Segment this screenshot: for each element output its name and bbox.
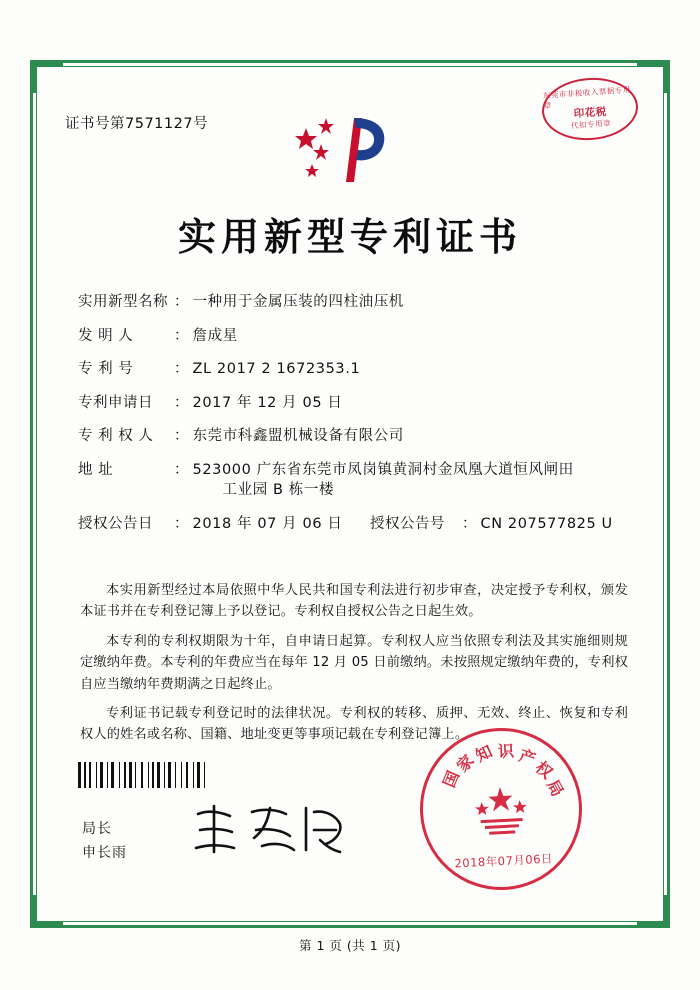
director-name-label: 申长雨: [82, 844, 127, 861]
border-corner-top-right: [637, 60, 670, 93]
field-colon: ：: [174, 361, 189, 377]
tax-stamp-line2: 印花税: [573, 105, 608, 121]
field-value: [193, 463, 631, 498]
certificate-number: 证书号第7571127号: [65, 116, 209, 132]
tax-stamp-line4: 代扣专用章: [570, 118, 612, 131]
field-row-address: [78, 463, 630, 498]
official-round-seal: [416, 724, 586, 894]
field-label: 专 利 权 人: [78, 428, 154, 444]
national-emblem-icon: [467, 779, 536, 844]
border-corner-bottom-left: [30, 895, 63, 928]
field-value: ZL 2017 2 1672353.1: [192, 361, 361, 377]
field-colon: ：: [174, 461, 189, 478]
address-line-1: 523000 广东省东莞市凤岗镇黄洞村金凤凰大道恒风闸田: [192, 461, 574, 478]
field-colon: ：: [462, 515, 477, 532]
field-value: 2017 年 12 月 05 日: [192, 394, 343, 411]
field-colon: ：: [174, 327, 189, 344]
field-label: 授权公告号: [370, 515, 445, 532]
signature-block: [82, 818, 127, 866]
field-value: 一种用于金属压装的四柱油压机: [192, 294, 404, 310]
field-colon: ：: [174, 294, 189, 310]
field-row-inventor: [78, 329, 630, 344]
director-role-label: 局长: [82, 821, 112, 837]
field-row-utility-model-name: [78, 295, 630, 310]
field-label: 发 明 人: [78, 327, 134, 344]
barcode: [78, 762, 248, 788]
border-corner-bottom-right: [637, 895, 670, 928]
patent-fields: [78, 295, 630, 547]
field-colon: ：: [174, 515, 189, 532]
paragraph-1: 本实用新型经过本局依照中华人民共和国专利法进行初步审查，决定授予专利权，颁发本证书并在专利登记簿上予以登记。专利权自授权公告之日起生效。: [80, 583, 628, 620]
field-label: 实用新型名称: [78, 294, 168, 310]
publication-number-group: [370, 517, 630, 532]
field-row-patentee: [78, 429, 630, 444]
field-colon: ：: [174, 428, 189, 444]
field-colon: ：: [174, 394, 189, 411]
field-row-publication: [78, 517, 630, 532]
cnipa-logo-icon: [288, 110, 398, 190]
field-value: 2018 年 07 月 06 日: [192, 515, 343, 532]
paragraph-2: 本专利的专利权期限为十年，自申请日起算。专利权人应当依照专利法及其实施细则规定缴纳年费。本专利的年费应当在每年 12 月 05 日前缴纳。未按照规定缴纳年费的，专利权自应当缴纳年费期满之日起终止。: [80, 633, 628, 692]
field-label: 授权公告日: [78, 515, 153, 532]
field-value: 詹成星: [192, 327, 238, 344]
field-value: CN 207577825 U: [480, 515, 613, 532]
field-label: 专利申请日: [78, 394, 153, 411]
seal-date: 2018年07月06日: [454, 851, 554, 871]
handwritten-signature: [190, 800, 350, 862]
field-value: 东莞市科鑫盟机械设备有限公司: [192, 428, 404, 444]
tax-stamp-line1: 东莞市非税收入票据专用章: [542, 85, 632, 110]
field-row-application-date: [78, 396, 630, 411]
border-corner-top-left: [30, 60, 63, 93]
field-label: 地 址: [78, 461, 114, 478]
page-footer: 第 1 页 (共 1 页): [298, 938, 402, 953]
address-line-2: 工业园 B 栋一楼: [222, 482, 335, 498]
publication-date-group: [78, 517, 370, 532]
field-row-patent-number: [78, 362, 630, 377]
page-title: 实用新型专利证书: [177, 215, 522, 259]
field-label: 专 利 号: [78, 361, 134, 377]
paragraph-3: 专利证书记载专利登记时的法律状况。专利权的转移、质押、无效、终止、恢复和专利权人的姓名或名称、国籍、地址变更等事项记载在专利登记簿上。: [80, 705, 628, 743]
seal-ring-text: 国 家 知 识 产 权 局: [439, 741, 568, 800]
